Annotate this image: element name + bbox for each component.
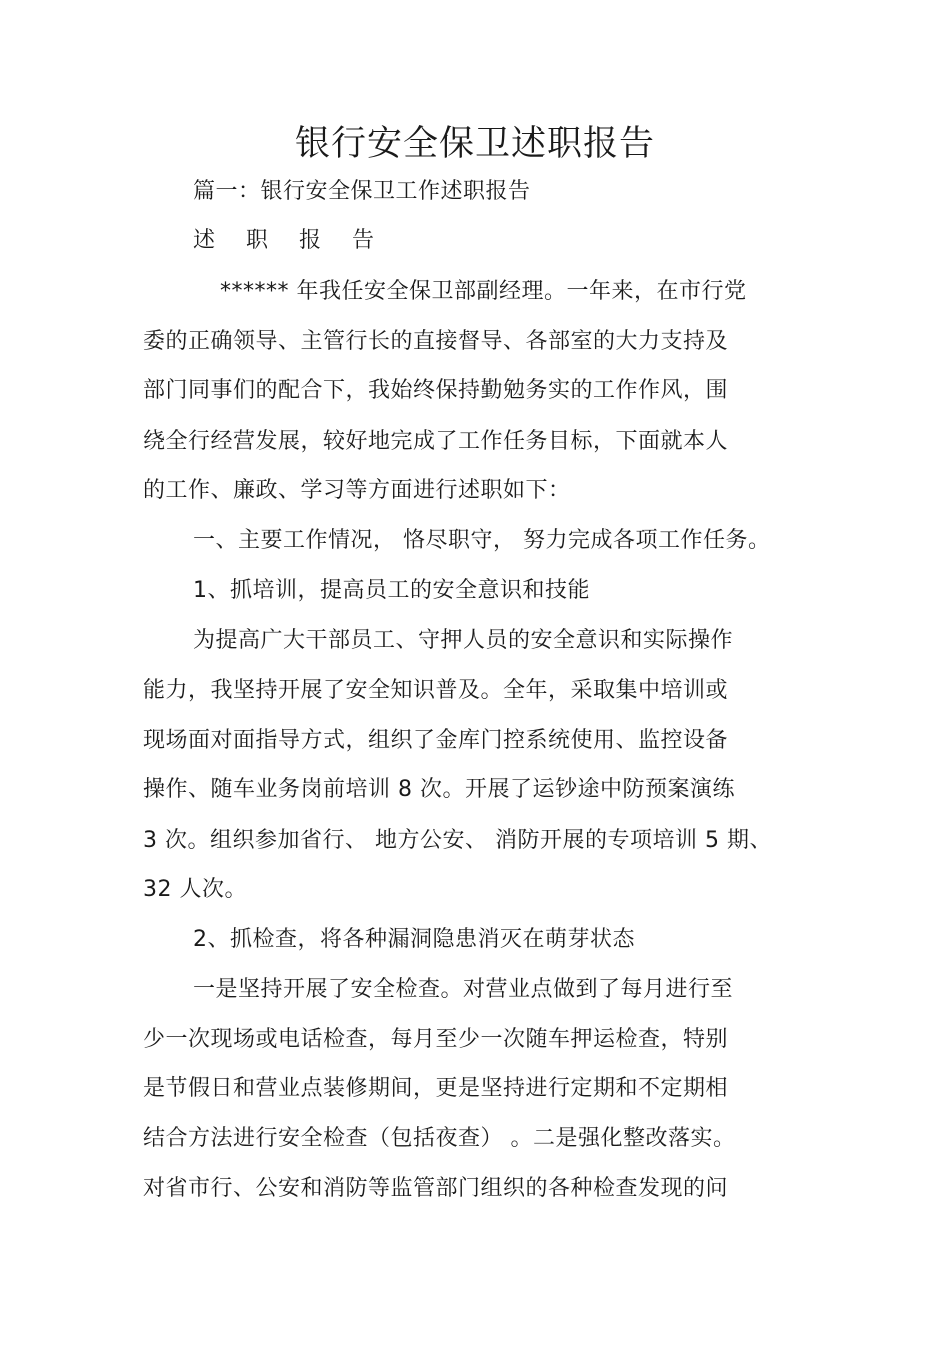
paragraph-line: 委的正确领导、主管行长的直接督导、各部室的大力支持及	[143, 329, 729, 354]
section-heading: 篇一：银行安全保卫工作述职报告	[193, 179, 531, 204]
paragraph-line: 现场面对面指导方式，组织了金库门控系统使用、监控设备	[143, 728, 729, 753]
subsection-heading: 1、抓培训，提高员工的安全意识和技能	[193, 578, 590, 603]
section-heading: 一、主要工作情况， 恪尽职守， 努力完成各项工作任务。	[193, 528, 771, 553]
paragraph-line: 绕全行经营发展，较好地完成了工作任务目标，下面就本人	[143, 429, 729, 454]
paragraph-line: 结合方法进行安全检查（包括夜查） 。二是强化整改落实。	[143, 1126, 736, 1151]
paragraph-line: 一是坚持开展了安全检查。对营业点做到了每月进行至	[193, 977, 734, 1002]
paragraph-line: 能力，我坚持开展了安全知识普及。全年，采取集中培训或	[143, 678, 729, 703]
paragraph-line: 少一次现场或电话检查，每月至少一次随车押运检查，特别	[143, 1027, 729, 1052]
paragraph-line: 是节假日和营业点装修期间，更是坚持进行定期和不定期相	[143, 1076, 729, 1101]
subsection-heading: 2、抓检查，将各种漏洞隐患消灭在萌芽状态	[193, 927, 635, 952]
paragraph-line: 的工作、廉政、学习等方面进行述职如下：	[143, 478, 571, 503]
paragraph-line: 为提高广大干部员工、守押人员的安全意识和实际操作	[193, 628, 734, 653]
paragraph-line: 3 次。组织参加省行、 地方公安、 消防开展的专项培训 5 期、	[143, 828, 772, 853]
report-heading: 述 职 报 告	[193, 228, 386, 253]
paragraph-line: 操作、随车业务岗前培训 8 次。开展了运钞途中防预案演练	[143, 777, 735, 802]
paragraph-line: 32 人次。	[143, 877, 247, 902]
document-title: 银行安全保卫述职报告	[294, 124, 655, 164]
paragraph-line: 部门同事们的配合下，我始终保持勤勉务实的工作作风，围	[143, 378, 729, 403]
paragraph-line: 对省市行、公安和消防等监管部门组织的各种检查发现的问	[143, 1176, 729, 1201]
paragraph-line: ****** 年我任安全保卫部副经理。一年来，在市行党	[220, 279, 747, 304]
